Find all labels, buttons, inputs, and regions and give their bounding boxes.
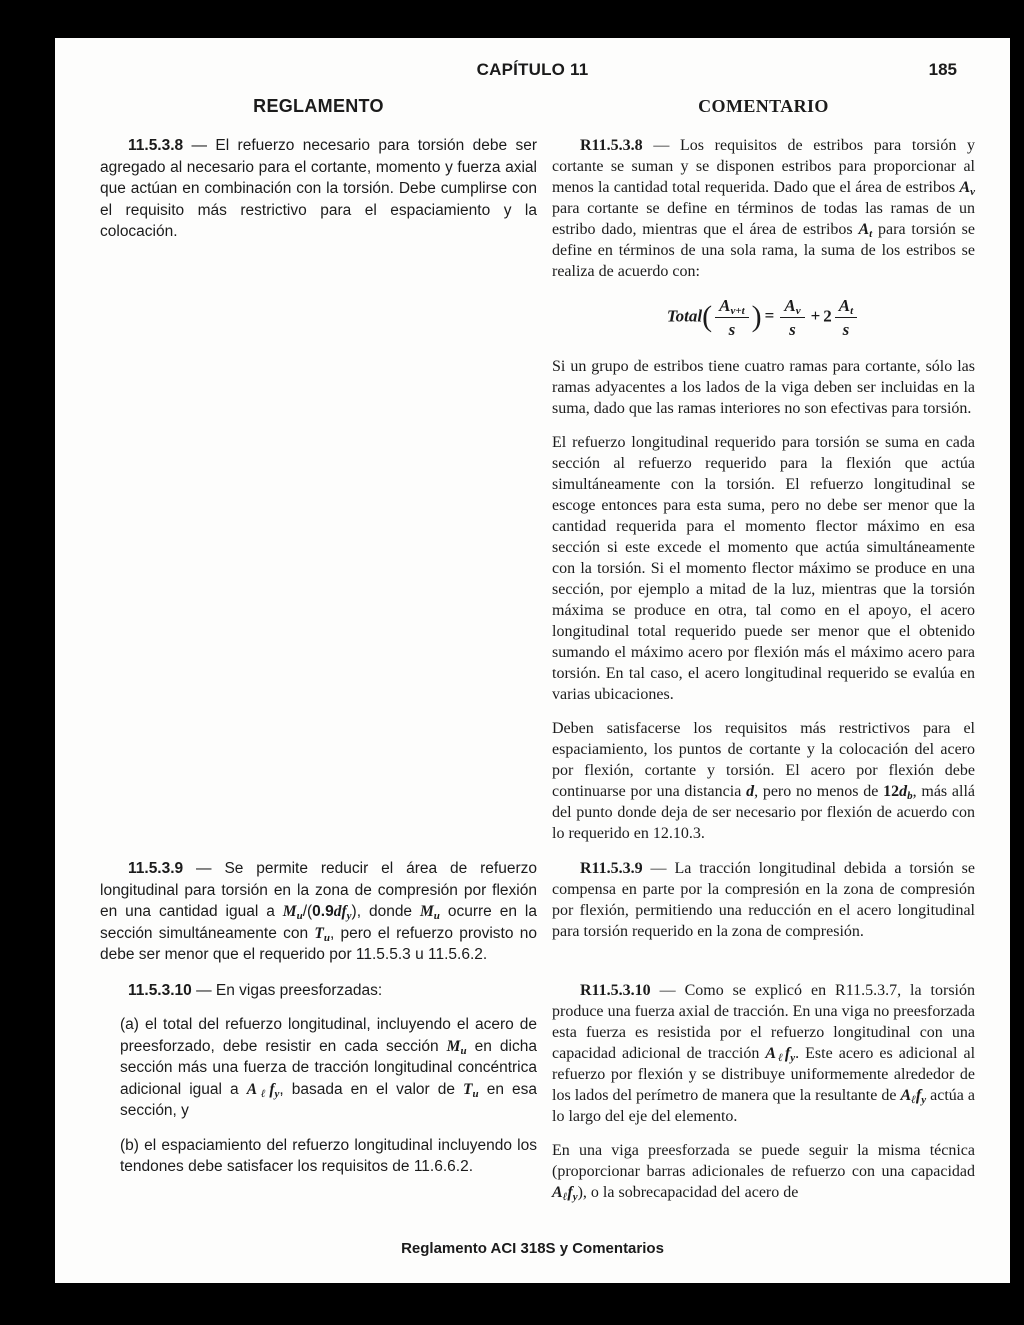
paragraph-estribos-cuatro-ramas: Si un grupo de estribos tiene cuatro ramas para cortante, sólo las ramas adyacentes a los lados de la viga deben ser incluidas en la suma, dado que las ramas interiores no son efectivas para torsión.	[552, 358, 975, 417]
list-item-b: (b) el espaciamiento del refuerzo longitudinal incluyendo los tendones debe satisfacer los requisitos de 11.6.6.2.	[120, 1136, 537, 1175]
paragraph-viga-preesforzada: En una viga preesforzada se puede seguir la misma técnica (proporcionar barras adicionales de refuerzo con una capacidad $A_\ell f_y$), o la sobrecapacidad del acero de	[552, 1141, 975, 1203]
section-r11-5-3-9	[552, 858, 975, 966]
column-header-reglamento: REGLAMENTO	[253, 96, 384, 116]
section-r11-5-3-8	[552, 135, 975, 844]
paragraph-11-5-3-8: 11.5.3.8 — El refuerzo necesario para torsión debe ser agregado al necesario para el cortante, momento y fuerza axial que actúan en combinación con la torsión. Debe cumplirse con el requisito más restrictivo para el espaciamiento y la colocación.	[100, 137, 537, 240]
paragraph-refuerzo-longitudinal: El refuerzo longitudinal requerido para torsión se suma en cada sección al refuerzo requerido para la flexión que actúa simultáneamente con la torsión. El refuerzo longitudinal se escoge entonces para esta suma, pero no debe ser menor que la cantidad requerida para el momento flector máximo en esa sección si este excede el momento que actúa simultáneamente con la torsión. Si el momento flector máximo se produce en una sección, por ejemplo a mitad de la luz, mientras que la torsión máxima se produce en otra, tal como en el apoyo, el acero longitudinal total requerido puede ser menor que el obtenido sumando el máximo acero por flexión más el máximo acero para torsión. En tal caso, el acero longitudinal requerido se evalúa en varias ubicaciones.	[552, 434, 975, 703]
footer-text: Reglamento ACI 318S y Comentarios	[401, 1240, 664, 1257]
paragraph-r11-5-3-9: R11.5.3.9 — La tracción longitudinal debida a torsión se compensa en parte por la compresión en la zona de compresión por flexión, permitiendo una reducción en el acero longitudinal para torsión requerido en la zona de compresión.	[552, 860, 975, 940]
column-headers	[100, 96, 965, 117]
page-number: 185	[928, 60, 957, 79]
paragraph-11-5-3-9: 11.5.3.9 — Se permite reducir el área de refuerzo longitudinal para torsión en la zona de compresión por flexión en una cantidad igual a $M_u/(0.9df_y)$, donde $M_u$ ocurre en la sección simultáneamente con $T_u$, pero el refuerzo provisto no debe ser menor que el requerido por 11.5.5.3 u 11.5.6.2.	[100, 860, 537, 963]
paragraph-r11-5-3-8: R11.5.3.8 — Los requisitos de estribos para torsión y cortante se suman y se disponen estribos para proporcionar al menos la cantidad total requerida. Dado que el área de estribos $A_v$ para cortante se define en términos de todas las ramas de un estribo dado, mientras que el área de estribos $A_t$ para torsión se define en términos de una sola rama, la suma de los estribos se realiza de acuerdo con:	[552, 137, 975, 280]
list-item-a: (a) el total del refuerzo longitudinal, incluyendo el acero de preesforzado, debe resistir en cada sección $M_u$ en dicha sección más una fuerza de tracción longitudinal concéntrica adicional igual a $A_\ell f_y$, basada en el valor de $T_u$ en esa sección, y	[120, 1016, 537, 1119]
chapter-title: CAPÍTULO 11	[476, 60, 589, 79]
section-11-5-3-9	[100, 858, 537, 966]
content-grid	[100, 135, 976, 1203]
torsion-stirrup-formula: Total( $\frac{A_{v+t}}{s}$ ) = $\frac{A_v}{s}$ + 2 $\frac{A_t}{s}$	[552, 295, 975, 340]
paragraph-r11-5-3-10: R11.5.3.10 — Como se explicó en R11.5.3.7, la torsión produce una fuerza axial de tracción. En una viga no preesforzada esta fuerza es resistida por el refuerzo longitudinal con una capacidad adicional de tracción $A_\ell f_y$. Este acero es adicional al refuerzo por flexión y se distribuye uniformemente alrededor de los lados del perímetro de manera que la resultante de $A_\ell f_y$ actúa a lo largo del eje del elemento.	[552, 981, 976, 1125]
document-page	[55, 38, 1010, 1283]
page-header	[100, 60, 965, 82]
section-11-5-3-10	[100, 980, 537, 1203]
paragraph-requisitos-restrictivos: Deben satisfacerse los requisitos más restrictivos para el espaciamiento, los puntos de cortante y la colocación del acero por flexión, cortante y torsión. El acero por flexión debe continuarse por una distancia d, pero no menos de $12d_b$, más allá del punto donde deja de ser necesario por flexión de acuerdo con lo requerido en 12.10.3.	[552, 720, 975, 842]
section-11-5-3-8	[100, 135, 537, 844]
column-header-comentario: COMENTARIO	[698, 96, 829, 116]
section-r11-5-3-10	[552, 980, 975, 1203]
paragraph-11-5-3-10: 11.5.3.10 — En vigas preesforzadas:	[128, 981, 383, 999]
